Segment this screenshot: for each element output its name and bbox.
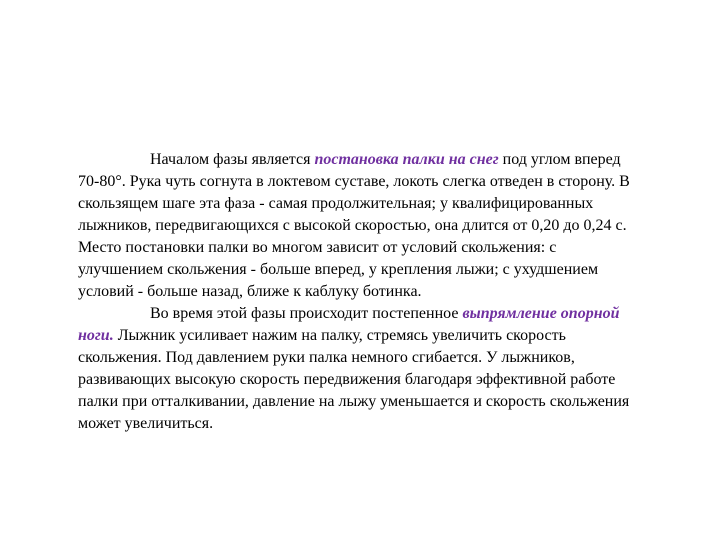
paragraph-1-text-before: Началом фазы является [150,151,315,168]
paragraph-leg-straightening [78,303,634,435]
body-text [78,149,634,435]
paragraph-1-text-after: под углом вперед 70-80°. Рука чуть согнута в локтевом суставе, локоть слегка отведен в сторону. В скользящем шаге эта фаза - самая продолжительная; у квалифицированных лыжников, передвигающихся с высокой скоростью, она длится от 0,20 до 0,24 с. Место постановки палки во многом зависит от условий скольжения: с улучшением скольжения - больше вперед, у крепления лыжи; с ухудшением условий - больше назад, ближе к каблуку ботинка. [78,151,630,300]
paragraph-2-text-after: Лыжник усиливает нажим на палку, стремясь увеличить скорость скольжения. Под давлением руки палка немного сгибается. У лыжников, развивающих высокую скорость передвижения благодаря эффективной работе палки при отталкивании, давление на лыжу уменьшается и скорость скольжения может увеличиться. [78,327,630,432]
paragraph-2-emphasis: выпрямление опорной ноги. [78,305,620,344]
paragraph-2-text-before: Во время этой фазы происходит постепенное [150,305,463,322]
paragraph-1-emphasis: постановка палки на снег [314,151,499,168]
paragraph-pole-placement [78,149,634,303]
